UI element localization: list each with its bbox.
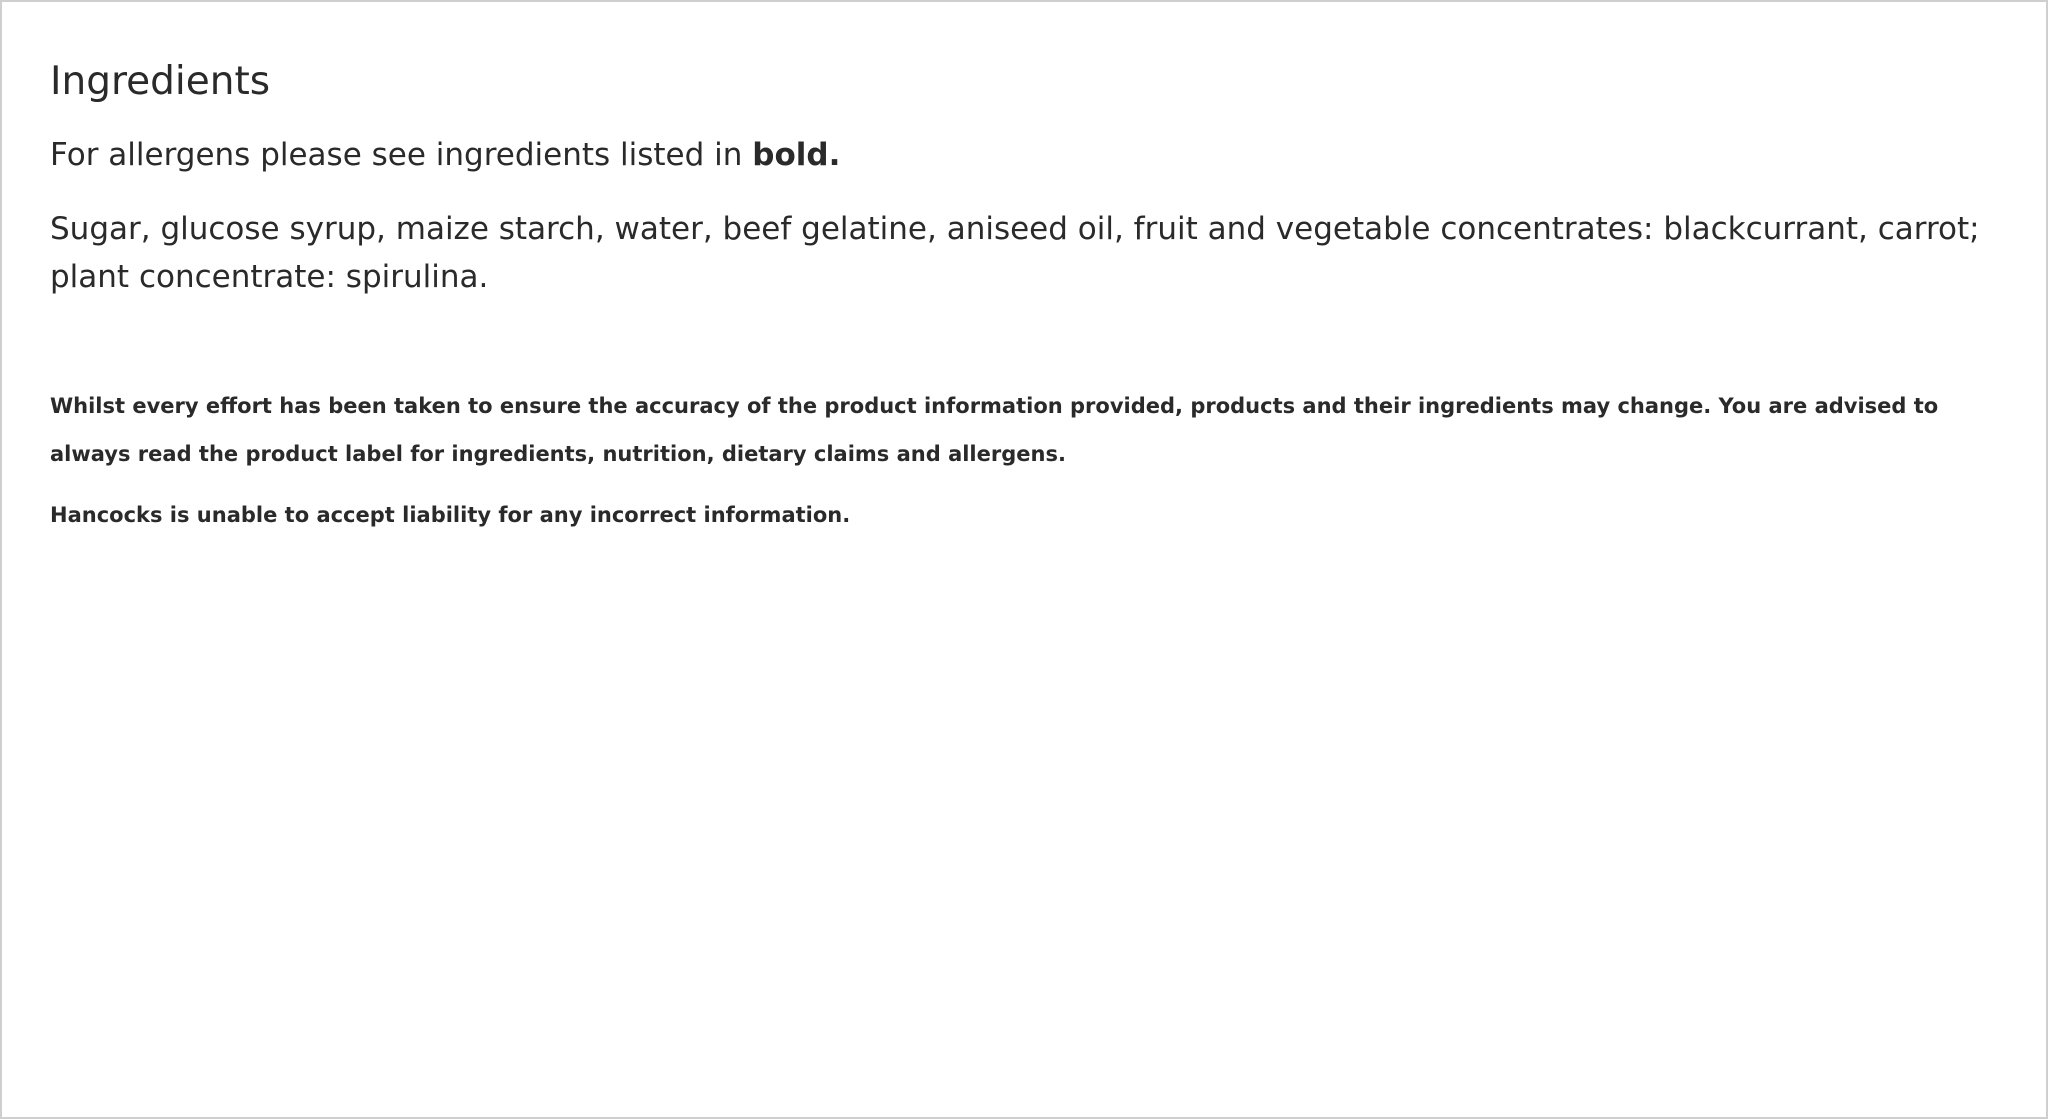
ingredients-heading: Ingredients [50, 59, 271, 104]
allergen-note [50, 135, 2002, 175]
liability-note: Hancocks is unable to accept liability for any incorrect information. [50, 503, 851, 527]
ingredients-content [50, 58, 2002, 529]
ingredient-list: Sugar, glucose syrup, maize starch, water, beef gelatine, aniseed oil, fruit and vegetable concentrates: blackcurrant, carrot; plant concentrate: spirulina. [50, 211, 1980, 295]
accuracy-disclaimer: Whilst every effort has been taken to ensure the accuracy of the product information provided, products and their ingredients may change. You are advised to always read the product label for ingredients, nutrition, dietary claims and allergens. [50, 394, 1939, 466]
allergen-note-bold-word: bold. [752, 137, 841, 173]
allergen-note-text: For allergens please see ingredients listed in [50, 137, 753, 173]
